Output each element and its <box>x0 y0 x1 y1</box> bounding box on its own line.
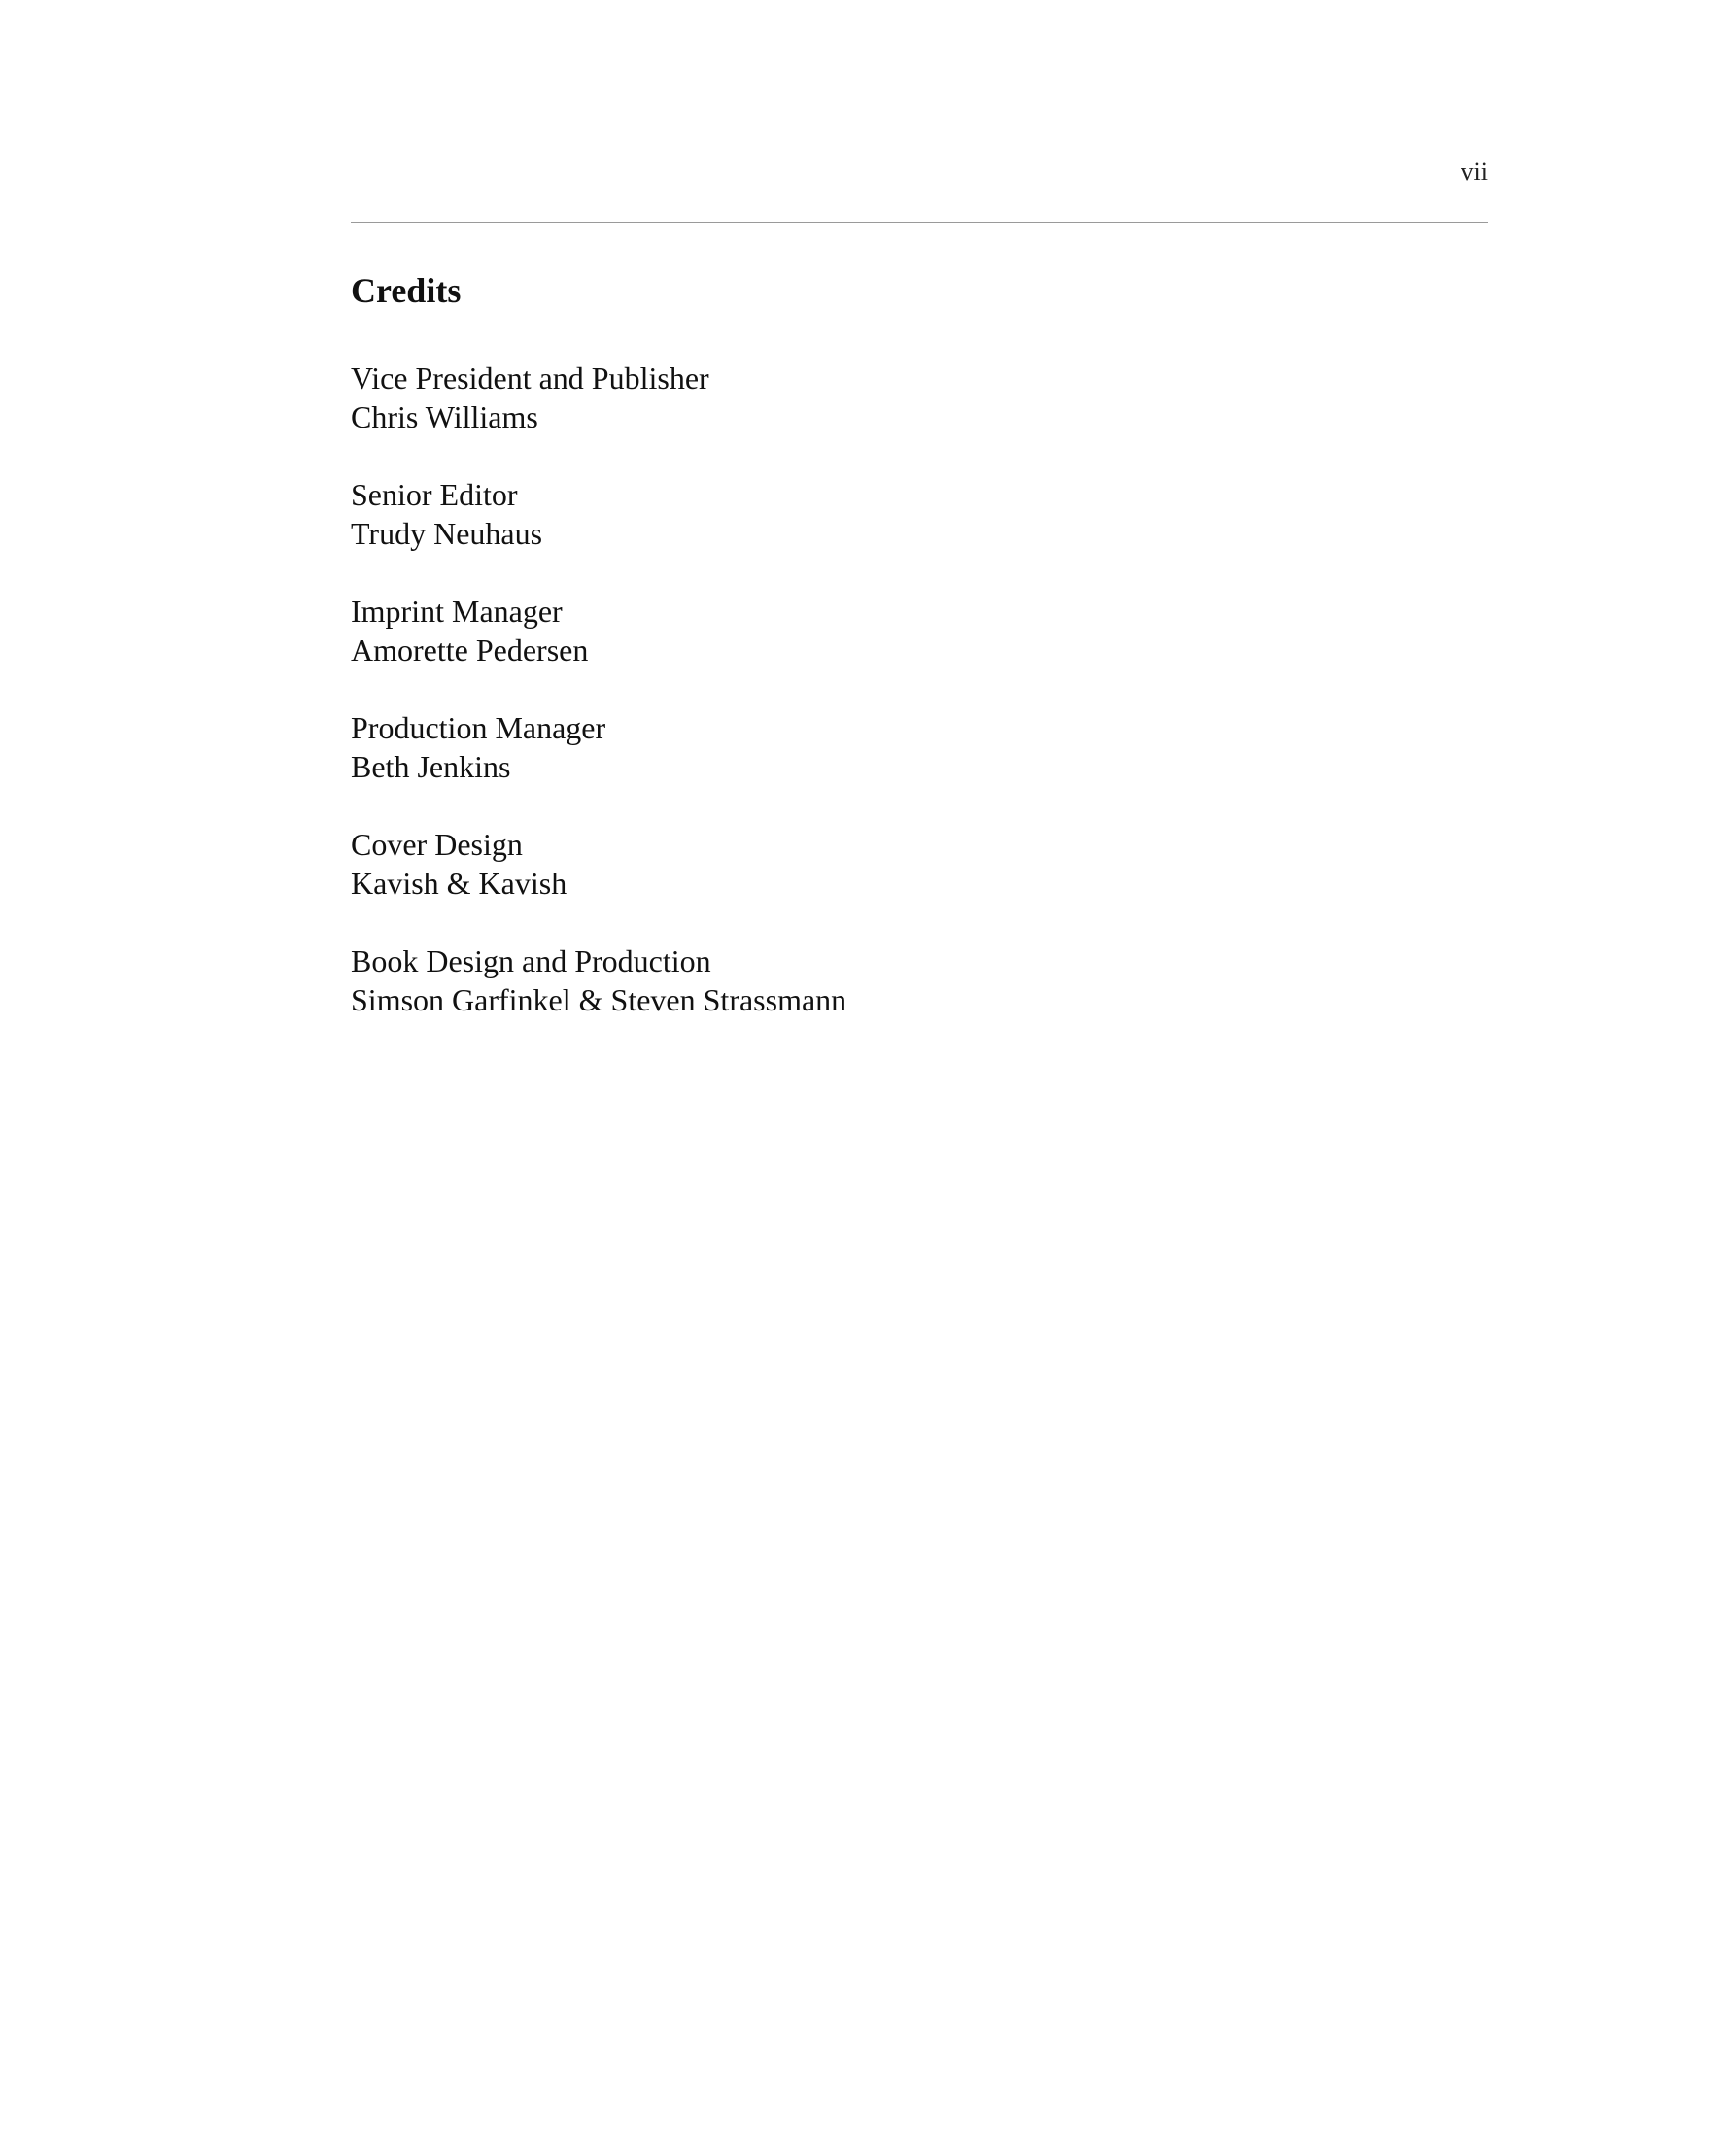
credit-role: Imprint Manager <box>351 594 563 629</box>
credit-role: Book Design and Production <box>351 943 711 978</box>
credit-role: Cover Design <box>351 827 523 862</box>
page-number: vii <box>1461 157 1488 186</box>
page-title: Credits <box>351 271 462 310</box>
credit-name: Trudy Neuhaus <box>351 516 543 551</box>
credit-name: Chris Williams <box>351 399 538 434</box>
credit-entry <box>351 708 846 786</box>
credit-role: Production Manager <box>351 710 606 745</box>
header-divider <box>351 222 1488 223</box>
credit-name: Beth Jenkins <box>351 749 511 784</box>
credit-role: Senior Editor <box>351 477 518 512</box>
credit-name: Simson Garfinkel & Steven Strassmann <box>351 982 847 1017</box>
credits-list <box>351 359 846 1058</box>
credit-name: Amorette Pedersen <box>351 633 589 667</box>
credit-entry <box>351 592 846 669</box>
credit-entry <box>351 825 846 903</box>
credit-entry <box>351 475 846 553</box>
credit-entry <box>351 941 846 1019</box>
credit-role: Vice President and Publisher <box>351 360 709 395</box>
credit-entry <box>351 359 846 436</box>
credit-name: Kavish & Kavish <box>351 866 567 901</box>
